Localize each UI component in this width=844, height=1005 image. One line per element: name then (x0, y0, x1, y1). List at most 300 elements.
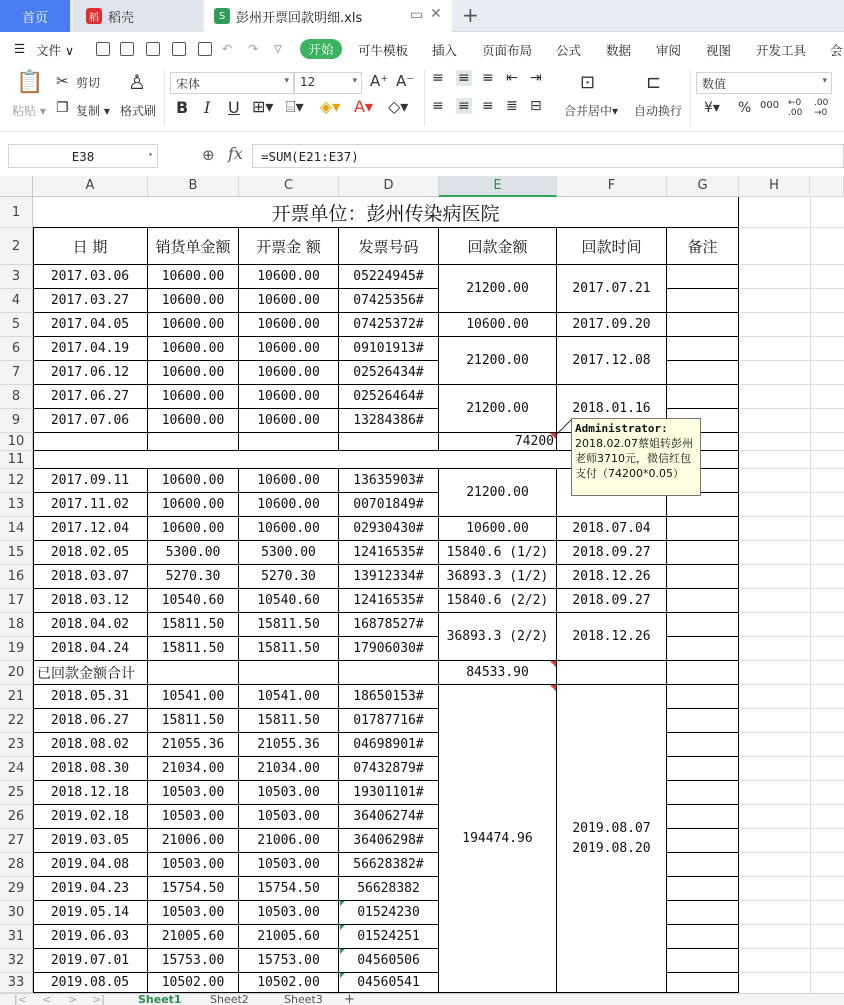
date-cell[interactable]: 2017.04.05 (33, 313, 148, 337)
indent-increase-icon[interactable]: ⇥ (530, 70, 542, 86)
sale-amount-cell[interactable]: 21005.60 (148, 925, 239, 949)
row-header-12[interactable]: 12 (0, 469, 33, 493)
empty-cell[interactable] (339, 661, 439, 685)
invoice-number-cell[interactable]: 12416535# (339, 541, 439, 565)
invoice-number-cell[interactable]: 56628382# (339, 853, 439, 877)
invoice-amount-cell[interactable]: 15753.00 (239, 949, 339, 973)
gridline (739, 636, 844, 637)
date-cell[interactable]: 2018.02.05 (33, 541, 148, 565)
sale-amount-cell[interactable]: 10600.00 (148, 469, 239, 493)
select-all-corner[interactable] (0, 176, 33, 197)
date-cell[interactable]: 2017.06.12 (33, 361, 148, 385)
sheet-tab-1[interactable]: Sheet1 (138, 993, 182, 1005)
payment-date-cell[interactable]: 2018.07.04 (557, 517, 667, 541)
date-cell[interactable]: 2017.06.27 (33, 385, 148, 409)
align-left-icon[interactable]: ≡ (432, 98, 444, 114)
sale-amount-cell[interactable]: 10600.00 (148, 385, 239, 409)
row-header-10[interactable]: 10 (0, 433, 33, 451)
empty-cell[interactable] (239, 433, 339, 451)
sale-amount-cell[interactable]: 10600.00 (148, 361, 239, 385)
clear-format-icon[interactable]: ◇▾ (388, 97, 409, 116)
percent-button[interactable]: % (738, 100, 752, 116)
align-right-icon[interactable]: ≡ (482, 98, 494, 114)
remark-cell[interactable] (667, 877, 739, 901)
empty-cell[interactable] (148, 433, 239, 451)
sale-amount-cell[interactable]: 10503.00 (148, 901, 239, 925)
menu-data[interactable]: 数据 (606, 43, 632, 58)
sale-amount-cell[interactable]: 10600.00 (148, 313, 239, 337)
payment-date-cell[interactable]: 2018.12.26 (557, 565, 667, 589)
sale-amount-cell[interactable]: 10600.00 (148, 337, 239, 361)
sale-amount-cell[interactable]: 21006.00 (148, 829, 239, 853)
remark-cell[interactable] (667, 757, 739, 781)
menu-start[interactable] (300, 39, 342, 59)
menu-file[interactable]: 文件 ∨ (36, 43, 75, 58)
row-header-21[interactable]: 21 (0, 685, 33, 709)
row-header-5[interactable]: 5 (0, 313, 33, 337)
invoice-number-cell[interactable]: 02526464# (339, 385, 439, 409)
sheet-tab-2[interactable]: Sheet2 (210, 993, 249, 1005)
invoice-amount-cell[interactable]: 10503.00 (239, 781, 339, 805)
sale-amount-cell[interactable]: 15811.50 (148, 637, 239, 661)
print-preview-icon[interactable] (198, 42, 212, 56)
remark-cell[interactable] (667, 541, 739, 565)
fill-color-icon[interactable]: ◈▾ (320, 97, 341, 116)
date-cell[interactable]: 2019.02.18 (33, 805, 148, 829)
remark-cell[interactable] (667, 853, 739, 877)
invoice-amount-cell[interactable]: 10600.00 (239, 289, 339, 313)
remark-cell[interactable] (667, 289, 739, 313)
borders-icon[interactable]: ⊞▾ (252, 97, 274, 116)
row-header-22[interactable]: 22 (0, 709, 33, 733)
menu-formulas[interactable]: 公式 (556, 43, 582, 58)
invoice-number-cell[interactable]: 36406274# (339, 805, 439, 829)
sale-amount-cell[interactable]: 15753.00 (148, 949, 239, 973)
date-cell[interactable]: 2017.09.11 (33, 469, 148, 493)
first-sheet-icon[interactable]: |< (14, 993, 27, 1005)
remark-cell[interactable] (667, 781, 739, 805)
invoice-amount-cell[interactable]: 10600.00 (239, 361, 339, 385)
column-header-b[interactable]: B (148, 176, 239, 197)
column-header-h[interactable]: H (739, 176, 810, 197)
sale-amount-cell[interactable]: 21055.36 (148, 733, 239, 757)
tab-home[interactable] (0, 0, 70, 32)
payment-date-cell[interactable]: 2018.01.16 (557, 385, 667, 433)
invoice-amount-cell[interactable]: 10600.00 (239, 337, 339, 361)
invoice-amount-cell[interactable]: 10503.00 (239, 853, 339, 877)
sale-amount-cell[interactable]: 5300.00 (148, 541, 239, 565)
align-center-icon[interactable]: ≡ (458, 98, 470, 114)
date-cell[interactable]: 2018.08.02 (33, 733, 148, 757)
remark-cell[interactable] (667, 565, 739, 589)
align-bottom-icon[interactable]: ≡ (482, 70, 494, 86)
payment-amount-cell[interactable]: 36893.3 (1/2) (439, 565, 557, 589)
tab-docer[interactable] (74, 0, 202, 32)
sale-amount-cell[interactable]: 10503.00 (148, 805, 239, 829)
currency-button[interactable]: ¥▾ (704, 100, 720, 116)
remark-cell[interactable] (667, 517, 739, 541)
function-fx-icon[interactable]: fx (228, 144, 243, 163)
invoice-number-cell[interactable]: 01787716# (339, 709, 439, 733)
date-cell[interactable]: 2017.03.06 (33, 265, 148, 289)
payment-total-cell[interactable]: 84533.90 (439, 661, 557, 685)
invoice-number-cell[interactable]: 04698901# (339, 733, 439, 757)
row-header-26[interactable]: 26 (0, 805, 33, 829)
date-cell[interactable]: 2018.04.24 (33, 637, 148, 661)
invoice-number-cell[interactable]: 13284386# (339, 409, 439, 433)
wrap-text-button[interactable]: 自动换行 (634, 104, 683, 118)
payment-subtotal-cell[interactable]: 74200 (439, 433, 557, 451)
font-color-icon[interactable]: A▾ (354, 97, 373, 116)
row-header-28[interactable]: 28 (0, 853, 33, 877)
invoice-amount-cell[interactable]: 21006.00 (239, 829, 339, 853)
sale-amount-cell[interactable]: 15811.50 (148, 613, 239, 637)
invoice-number-cell[interactable]: 56628382 (339, 877, 439, 901)
next-sheet-icon[interactable]: > (68, 993, 78, 1005)
sale-amount-cell[interactable]: 10540.60 (148, 589, 239, 613)
last-sheet-icon[interactable]: >| (92, 993, 105, 1005)
invoice-number-cell[interactable]: 04560541 (339, 973, 439, 993)
paste-button[interactable]: 粘贴 ▾ (12, 104, 46, 118)
export-pdf-icon[interactable] (146, 42, 160, 56)
row-header-17[interactable]: 17 (0, 589, 33, 613)
header-cell[interactable]: 发票号码 (339, 228, 439, 265)
date-cell[interactable]: 2017.04.19 (33, 337, 148, 361)
date-cell[interactable]: 2019.03.05 (33, 829, 148, 853)
gridline (739, 684, 844, 685)
row-header-3[interactable]: 3 (0, 265, 33, 289)
invoice-amount-cell[interactable]: 10600.00 (239, 385, 339, 409)
menu-member[interactable]: 会 (830, 43, 843, 58)
invoice-amount-cell[interactable]: 15811.50 (239, 637, 339, 661)
date-cell[interactable]: 2019.08.05 (33, 973, 148, 993)
prev-sheet-icon[interactable]: < (42, 993, 52, 1005)
align-middle-icon[interactable]: ≡ (458, 70, 470, 86)
invoice-amount-cell[interactable]: 10600.00 (239, 313, 339, 337)
column-header-c[interactable]: C (239, 176, 339, 197)
customize-toolbar-icon[interactable]: ▽ (274, 44, 282, 55)
date-cell[interactable]: 2018.06.27 (33, 709, 148, 733)
save-icon[interactable] (120, 42, 134, 56)
undo-icon[interactable]: ↶ (222, 41, 233, 56)
redo-icon[interactable]: ↷ (248, 41, 259, 56)
date-cell[interactable]: 2019.07.01 (33, 949, 148, 973)
total-label-cell[interactable]: 已回款金额合计 (33, 661, 148, 685)
row-header-31[interactable]: 31 (0, 925, 33, 949)
date-cell[interactable]: 2018.12.18 (33, 781, 148, 805)
restore-window-icon[interactable]: ▭ (410, 7, 424, 23)
row-header-25[interactable]: 25 (0, 781, 33, 805)
row-header-18[interactable]: 18 (0, 613, 33, 637)
cell-style-icon[interactable]: ⌸▾ (286, 97, 304, 116)
formula-input[interactable]: =SUM(E21:E37) (252, 144, 844, 168)
invoice-amount-cell[interactable]: 5300.00 (239, 541, 339, 565)
invoice-number-cell[interactable]: 02526434# (339, 361, 439, 385)
date-cell[interactable]: 2019.04.23 (33, 877, 148, 901)
invoice-amount-cell[interactable]: 21034.00 (239, 757, 339, 781)
underline-icon[interactable]: U (228, 98, 240, 117)
column-header-d[interactable]: D (339, 176, 439, 197)
merge-center-button[interactable]: 合并居中▾ (564, 104, 619, 118)
header-cell[interactable]: 回款时间 (557, 228, 667, 265)
align-top-icon[interactable]: ≡ (432, 70, 444, 86)
gridline (739, 196, 844, 197)
invoice-number-cell[interactable]: 12416535# (339, 589, 439, 613)
invoice-amount-cell[interactable]: 10503.00 (239, 901, 339, 925)
invoice-number-cell[interactable]: 19301101# (339, 781, 439, 805)
date-cell[interactable]: 2018.05.31 (33, 685, 148, 709)
invoice-number-cell[interactable]: 36406298# (339, 829, 439, 853)
row-header-2[interactable]: 2 (0, 228, 33, 265)
menu-templates[interactable]: 可牛模板 (358, 43, 409, 58)
menu-review[interactable]: 审阅 (656, 43, 682, 58)
payment-amount-cell[interactable]: 21200.00 (439, 337, 557, 385)
payment-amount-cell[interactable]: 21200.00 (439, 469, 557, 517)
menu-view[interactable]: 视图 (706, 43, 732, 58)
remark-cell[interactable] (667, 829, 739, 853)
sale-amount-cell[interactable]: 15811.50 (148, 709, 239, 733)
payment-date-cell[interactable]: 2017.07.21 (557, 265, 667, 313)
empty-cell[interactable] (148, 661, 239, 685)
payment-amount-cell[interactable]: 15840.6 (1/2) (439, 541, 557, 565)
new-tab-icon[interactable]: + (462, 3, 479, 27)
invoice-number-cell[interactable]: 13912334# (339, 565, 439, 589)
spreadsheet-icon: S (214, 8, 230, 24)
remark-cell[interactable] (667, 265, 739, 289)
remark-cell[interactable] (667, 589, 739, 613)
remark-cell[interactable] (667, 973, 739, 993)
hamburger-icon[interactable]: ☰ (14, 41, 26, 56)
sale-amount-cell[interactable]: 10600.00 (148, 517, 239, 541)
date-cell[interactable]: 2018.04.02 (33, 613, 148, 637)
menu-developer[interactable]: 开发工具 (756, 43, 807, 58)
invoice-amount-cell[interactable]: 10540.60 (239, 589, 339, 613)
sheet-title-cell[interactable]: 开票单位：彭州传染病医院 (33, 197, 739, 228)
date-cell[interactable]: 2017.07.06 (33, 409, 148, 433)
invoice-amount-cell[interactable]: 10600.00 (239, 409, 339, 433)
row-header-9[interactable]: 9 (0, 409, 33, 433)
invoice-amount-cell[interactable]: 10502.00 (239, 973, 339, 993)
invoice-amount-cell[interactable]: 10600.00 (239, 493, 339, 517)
justify-icon[interactable]: ≣ (506, 98, 518, 114)
date-cell[interactable]: 2019.06.03 (33, 925, 148, 949)
sale-amount-cell[interactable]: 10600.00 (148, 289, 239, 313)
bold-icon[interactable]: B (176, 98, 189, 117)
payment-amount-cell[interactable]: 10600.00 (439, 313, 557, 337)
row-header-19[interactable]: 19 (0, 637, 33, 661)
increase-decimal-icon[interactable]: ←0 .00 (788, 98, 803, 118)
decrease-font-icon[interactable]: A⁻ (396, 72, 415, 90)
date-cell[interactable]: 2017.11.02 (33, 493, 148, 517)
remark-cell[interactable] (667, 949, 739, 973)
invoice-number-cell[interactable]: 07432879# (339, 757, 439, 781)
sale-amount-cell[interactable]: 15754.50 (148, 877, 239, 901)
column-header-f[interactable]: F (557, 176, 667, 197)
invoice-amount-cell[interactable]: 21055.36 (239, 733, 339, 757)
payment-amount-cell[interactable]: 15840.6 (2/2) (439, 589, 557, 613)
invoice-amount-cell[interactable]: 21005.60 (239, 925, 339, 949)
row-header-4[interactable]: 4 (0, 289, 33, 313)
invoice-amount-cell[interactable]: 15754.50 (239, 877, 339, 901)
tab-file[interactable] (204, 0, 452, 32)
remark-cell[interactable] (667, 733, 739, 757)
row-header-11[interactable]: 11 (0, 451, 33, 469)
column-header-overflow[interactable] (810, 176, 844, 197)
invoice-number-cell[interactable]: 13635903# (339, 469, 439, 493)
row-header-30[interactable]: 30 (0, 901, 33, 925)
invoice-amount-cell[interactable]: 10600.00 (239, 265, 339, 289)
font-name-select[interactable] (170, 72, 294, 94)
name-box[interactable] (8, 144, 158, 168)
date-cell[interactable]: 2018.03.07 (33, 565, 148, 589)
row-header-13[interactable]: 13 (0, 493, 33, 517)
invoice-number-cell[interactable]: 05224945# (339, 265, 439, 289)
invoice-number-cell[interactable]: 17906030# (339, 637, 439, 661)
row-header-32[interactable]: 32 (0, 949, 33, 973)
close-tab-icon[interactable]: ✕ (430, 6, 442, 22)
ribbon-divider (424, 70, 425, 126)
add-sheet-icon[interactable]: + (344, 992, 355, 1005)
payment-amount-cell[interactable]: 36893.3 (2/2) (439, 613, 557, 661)
header-cell[interactable]: 开票金 额 (239, 228, 339, 265)
increase-font-icon[interactable]: A⁺ (370, 72, 389, 90)
empty-cell[interactable] (339, 433, 439, 451)
open-icon[interactable] (96, 42, 110, 56)
sale-amount-cell[interactable]: 5270.30 (148, 565, 239, 589)
date-cell[interactable]: 2017.12.04 (33, 517, 148, 541)
row-header-1[interactable]: 1 (0, 197, 33, 228)
payment-date-cell[interactable]: 2017.12.08 (557, 337, 667, 385)
zoom-icon[interactable]: ⊕ (202, 146, 215, 164)
payment-amount-cell[interactable]: 10600.00 (439, 517, 557, 541)
payment-amount-cell[interactable]: 21200.00 (439, 385, 557, 433)
indent-decrease-icon[interactable]: ⇤ (506, 70, 518, 86)
format-painter-button[interactable]: 格式刷 (120, 104, 157, 118)
copy-button[interactable]: 复制 ▾ (76, 104, 110, 118)
remark-cell[interactable] (667, 637, 739, 661)
number-format-select[interactable] (696, 72, 832, 94)
header-cell[interactable]: 回款金额 (439, 228, 557, 265)
invoice-number-cell[interactable]: 16878527# (339, 613, 439, 637)
sale-amount-cell[interactable]: 10503.00 (148, 781, 239, 805)
remark-cell[interactable] (667, 361, 739, 385)
row-header-16[interactable]: 16 (0, 565, 33, 589)
empty-cell[interactable] (239, 661, 339, 685)
invoice-amount-cell[interactable]: 15811.50 (239, 613, 339, 637)
column-header-a[interactable]: A (33, 176, 148, 197)
payment-date-cell[interactable]: 2018.12.26 (557, 613, 667, 661)
remark-cell[interactable] (667, 493, 739, 517)
invoice-amount-cell[interactable]: 10600.00 (239, 517, 339, 541)
sale-amount-cell[interactable]: 10503.00 (148, 853, 239, 877)
cell-comment[interactable] (571, 418, 701, 496)
header-cell[interactable]: 销货单金额 (148, 228, 239, 265)
empty-cell[interactable] (557, 661, 667, 685)
thousands-separator-icon[interactable]: 000 (760, 100, 780, 111)
date-cell[interactable]: 2018.08.30 (33, 757, 148, 781)
sale-amount-cell[interactable]: 10600.00 (148, 265, 239, 289)
row-header-6[interactable]: 6 (0, 337, 33, 361)
remark-cell[interactable] (667, 313, 739, 337)
invoice-amount-cell[interactable]: 15811.50 (239, 709, 339, 733)
column-header-g[interactable]: G (667, 176, 739, 197)
row-header-24[interactable]: 24 (0, 757, 33, 781)
payment-date-cell[interactable]: 2018.09.27 (557, 589, 667, 613)
payment-amount-cell[interactable]: 21200.00 (439, 265, 557, 313)
invoice-amount-cell[interactable]: 5270.30 (239, 565, 339, 589)
row-header-33[interactable]: 33 (0, 973, 33, 993)
invoice-number-cell[interactable]: 01524251 (339, 925, 439, 949)
sale-amount-cell[interactable]: 21034.00 (148, 757, 239, 781)
invoice-number-cell[interactable]: 02930430# (339, 517, 439, 541)
date-cell[interactable]: 2019.04.08 (33, 853, 148, 877)
payment-date-cell[interactable] (557, 685, 667, 993)
header-cell[interactable]: 日 期 (33, 228, 148, 265)
row-header-7[interactable]: 7 (0, 361, 33, 385)
invoice-amount-cell[interactable]: 10541.00 (239, 685, 339, 709)
menu-page-layout[interactable]: 页面布局 (482, 43, 533, 58)
invoice-number-cell[interactable]: 18650153# (339, 685, 439, 709)
payment-date-cell[interactable]: 2018.09.27 (557, 541, 667, 565)
invoice-amount-cell[interactable]: 10600.00 (239, 469, 339, 493)
invoice-number-cell[interactable]: 00701849# (339, 493, 439, 517)
date-cell[interactable]: 2017.03.27 (33, 289, 148, 313)
row-header-8[interactable]: 8 (0, 385, 33, 409)
invoice-number-cell[interactable]: 09101913# (339, 337, 439, 361)
remark-cell[interactable] (667, 613, 739, 637)
invoice-number-cell[interactable]: 04560506 (339, 949, 439, 973)
remark-cell[interactable] (667, 337, 739, 361)
font-size-select[interactable] (294, 72, 362, 94)
remark-cell[interactable] (667, 805, 739, 829)
print-icon[interactable] (172, 42, 186, 56)
sheet-tab-3[interactable]: Sheet3 (284, 993, 323, 1005)
cut-button[interactable]: 剪切 (76, 76, 101, 90)
remark-cell[interactable] (667, 925, 739, 949)
remark-cell[interactable] (667, 901, 739, 925)
invoice-number-cell[interactable]: 07425356# (339, 289, 439, 313)
payment-date-cell[interactable]: 2017.09.20 (557, 313, 667, 337)
row-header-20[interactable]: 20 (0, 661, 33, 685)
invoice-number-cell[interactable]: 01524230 (339, 901, 439, 925)
italic-icon[interactable]: I (204, 98, 211, 117)
empty-cell[interactable] (33, 433, 148, 451)
row-header-14[interactable]: 14 (0, 517, 33, 541)
remark-cell[interactable] (667, 385, 739, 409)
row-header-29[interactable]: 29 (0, 877, 33, 901)
sale-amount-cell[interactable]: 10502.00 (148, 973, 239, 993)
remark-cell[interactable] (667, 685, 739, 709)
remark-cell[interactable] (667, 709, 739, 733)
column-header-e[interactable]: E (439, 176, 557, 197)
remark-cell[interactable] (667, 661, 739, 685)
distributed-icon[interactable]: ⊟ (530, 98, 542, 114)
header-cell[interactable]: 备注 (667, 228, 739, 265)
row-header-27[interactable]: 27 (0, 829, 33, 853)
date-cell[interactable]: 2019.05.14 (33, 901, 148, 925)
invoice-amount-cell[interactable]: 10503.00 (239, 805, 339, 829)
sale-amount-cell[interactable]: 10600.00 (148, 493, 239, 517)
invoice-number-cell[interactable]: 07425372# (339, 313, 439, 337)
payment-amount-cell[interactable]: 194474.96 (439, 685, 557, 993)
sale-amount-cell[interactable]: 10541.00 (148, 685, 239, 709)
sale-amount-cell[interactable]: 10600.00 (148, 409, 239, 433)
row-header-23[interactable]: 23 (0, 733, 33, 757)
decrease-decimal-icon[interactable]: .00 →0 (814, 98, 829, 118)
menu-insert[interactable]: 插入 (432, 43, 458, 58)
date-cell[interactable]: 2018.03.12 (33, 589, 148, 613)
row-header-15[interactable]: 15 (0, 541, 33, 565)
